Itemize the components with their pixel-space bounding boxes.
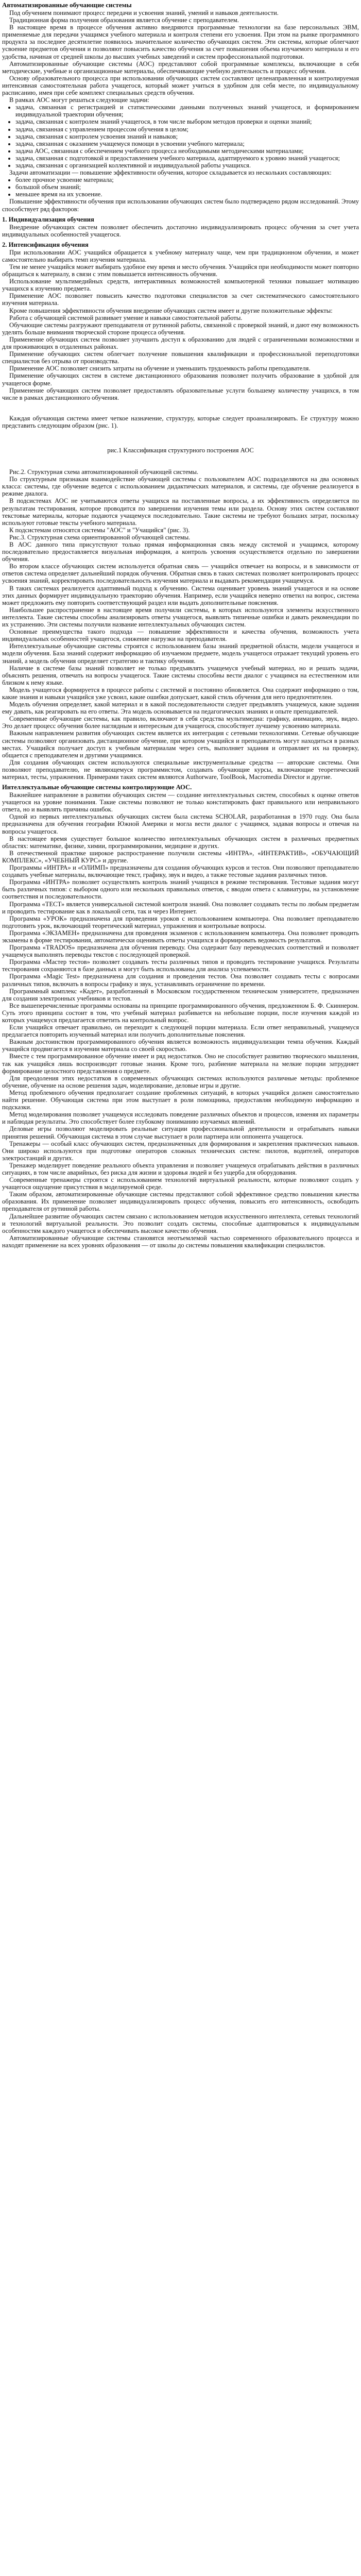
list-item: • задача, связанная с регистрацией и статистическими данными полученных знаний учащегося, и формированием индивидуальной траектории обучения; [15,104,359,118]
paragraph: Интеллектуальные обучающие системы строятся с использованием базы знаний предметной области, модели учащегося и модели обучения. База знаний содержит информацию об изучаемом предмете, модель учащегося отражает текущий уровень его знаний, а модель обучения определяет стратегию и тактику обучения. [2,642,359,665]
paragraph: Применение обучающих систем облегчает получение повышения квалификации и профессиональной переподготовки специалистов без отрыва от производства. [2,350,359,365]
paragraph: Рис.2. Структурная схема автоматизированной обучающей системы. [9,468,199,476]
paragraph: Каждая обучающая система имеет четкое назначение, структуру, которые следует проанализировать. Ее структуру можно представить следующим образом (рис. 1). [2,414,359,429]
list-item: • меньшее время на их усвоение. [15,191,359,198]
list-item: • более прочное усвоение материала; [15,176,359,183]
paragraph: Метод моделирования позволяет учащемуся исследовать поведение различных объектов и процессов, изменяя их параметры и наблюдая результаты. Это способствует более глубокому пониманию изучаемых явлений. [2,1111,359,1126]
paragraph: Вместе с тем программированное обучение имеет и ряд недостатков. Оно не способствует развитию творческого мышления, так как учащийся лишь воспроизводит готовые знания. Кроме того, разбиение материала на мелкие порции затрудняет формирование целостного представления о предмете. [2,1053,359,1075]
figure-caption: рис.1 Классификация структурного построения АОС [107,446,254,454]
paragraph: Применение АОС позволяет снизить затраты на обучение и уменьшить трудоемкость работы преподавателя. [9,365,311,372]
paragraph: Использование мультимедийных средств, интерактивных возможностей компьютерной техники повышает мотивацию учащихся к изучению предмета. [2,278,359,293]
paragraph: Основу образовательного процесса при использовании обучающих систем составляют целенаправленная и контролируемая интенсивная самостоятельная работа учащегося, который может учиться в удобном для себя месте, по индивидуальному расписанию, имея при себе комплект специальных средств обучения. [2,74,359,97]
paragraph: Тренажеры — особый класс обучающих систем, предназначенных для формирования и закрепления практических навыков. Они широко используются при подготовке операторов сложных технических систем: пилотов, водителей, операторов электростанций и других. [2,1140,359,1162]
list-item: • задача АОС, связанная с обеспечением учебного процесса необходимыми методическими материалами; [15,147,359,155]
paragraph: Деловые игры позволяют моделировать реальные ситуации профессиональной деятельности и отрабатывать навыки принятия решений. Обучающая система в этом случае выступает в роли партнера или оппонента учащегося. [2,1125,359,1140]
list-item: • задача, связанная с управлением процессом обучения в целом; [15,126,359,133]
paragraph: Для создания обучающих систем используются специальные инструментальные средства — авторские системы. Они позволяют преподавателю, не являющемуся программистом, создавать обучающие курсы, включающие теоретический материал, тесты, упражнения. Примерами таких систем являются Authorware, ToolBook, Macromedia Director и другие. [2,758,359,781]
paragraph: Наибольшее распространение в настоящее время получили системы, в которых используются элементы искусственного интеллекта. Такие системы способны анализировать ответы учащегося, выявлять типичные ошибки и давать рекомендации по их устранению. Эти системы получили название интеллектуальных обучающих систем. [2,606,359,629]
paragraph: К подсистемам относятся системы "АОС" и "Учащийся" (рис. 3). [9,526,190,534]
paragraph: Программа «TRADOS» предназначена для обучения переводу. Она содержит базу переводческих соответствий и позволяет учащемуся выполнять переводы текстов с последующей проверкой. [2,944,359,959]
paragraph: Автоматизированные обучающие системы (АОС) представляют собой программные комплексы, включающие в себя методические, учебные и организационные материалы, обеспечивающие учебную деятельность и процесс обучения. [2,60,359,75]
paragraph: Программа «Мастер тестов» позволяет создавать тесты различных типов и проводить тестирование учащихся. Результаты тестирования сохраняются в базе данных и могут быть использованы для анализа успеваемости. [2,958,359,973]
paragraph: Обучающие системы разгружают преподавателя от рутинной работы, связанной с проверкой знаний, и дают ему возможность уделять больше внимания творческой стороне процесса обучения. [2,321,359,336]
paragraph: Кроме повышения эффективности обучения внедрение обучающих систем имеет и другие положительные эффекты: [9,307,333,314]
paragraph: Важным достоинством программированного обучения является возможность индивидуализации темпа обучения. Каждый учащийся продвигается в изучении материала со своей скоростью. [2,1038,359,1053]
paragraph: Современные обучающие системы, как правило, включают в себя средства мультимедиа: графику, анимацию, звук, видео. Это делает процесс обучения более наглядным и интересным для учащегося, способствует лучшему усвоению материала. [2,715,359,730]
paragraph: Основные преимущества такого подхода — повышение эффективности и качества обучения, возможность учета индивидуальных особенностей учащегося, снижение нагрузки на преподавателя. [2,628,359,643]
paragraph: Автоматизированные обучающие системы становятся неотъемлемой частью современного образовательного процесса и находят применение на всех уровнях образования — от школы до системы повышения квалификации специалистов. [2,1234,359,1249]
paragraph: Все вышеперечисленные программы основаны на принципе программированного обучения, предложенном Б. Ф. Скиннером. Суть этого принципа состоит в том, что учебный материал разбивается на небольшие порции, после изучения каждой из которых учащемуся предлагается ответить на контрольный вопрос. [2,1002,359,1024]
section-heading: 2. Интенсификация обучения [2,241,89,248]
paragraph: В подсистемах АОС не учитываются ответы учащихся на поставленные вопросы, а их эффективность определяется по результатам тестирования, которое проводится по завершении изучения темы или раздела. Основу этих систем составляют текстовые материалы, которые подаются учащемуся последовательно. Такие системы не требуют больших затрат, поскольку используют готовые тексты учебного материала. [2,497,359,527]
figure-placeholder [2,429,359,443]
bullet-list [2,176,359,198]
paragraph: Программный комплекс «Кадет», разработанный в Московском государственном техническом университете, предназначен для создания электронных учебников и тестов. [2,987,359,1002]
paragraph: Тренажер моделирует поведение реального объекта управления и позволяет учащемуся отрабатывать действия в различных ситуациях, в том числе аварийных, без риска для жизни и здоровья людей и без ущерба для оборудования. [2,1161,359,1176]
paragraph: Во втором классе обучающих систем используется обратная связь — учащийся отвечает на вопросы, и в зависимости от ответов система определяет дальнейший порядок обучения. Обратная связь в таких системах позволяет контролировать процесс усвоения знаний, корректировать последовательность изучения материала и выдавать рекомендации учащемуся. [2,563,359,585]
bullet-list [2,104,359,169]
list-item: • задача, связанная с организацией коллективной и индивидуальной работы учащихся. [15,162,359,169]
paragraph: Под обучением понимают процесс передачи и усвоения знаний, умений и навыков деятельности. [9,9,279,16]
paragraph: Наличие в системе базы знаний позволяет не только предъявлять учащемуся учебный материал, но и решать задачи, объяснять решения, отвечать на вопросы учащегося. Такие системы способны вести диалог с учащимся на естественном или близком к нему языке. [2,664,359,686]
paragraph: Традиционная форма получения образования является обучение с преподавателем. [9,16,239,24]
paragraph: Работа с обучающей системой развивает умение и навыки самостоятельной работы. [9,314,243,321]
paragraph: В настоящее время в процессе обучения активно внедряются программные технологии на базе персональных ЭВМ, применяемые для передачи учащимся учебного материала и контроля степени его усвоения. При этом на рынке программного продукта за последнее десятилетие появилось значительное количество обучающих систем. Эти системы, которые облегчают усвоение предметов обучения и позволяют повысить качество обучения за счет повышения объема изучаемого материала и его удобства, начиная от средней школы до высших учебных заведений и систем профессиональной подготовки. [2,24,359,60]
paragraph: Современные тренажеры строятся с использованием технологий виртуальной реальности, которые позволяют создать у учащегося ощущение присутствия в моделируемой среде. [2,1176,359,1191]
paragraph: Программа «ИНТРА» позволяет осуществлять контроль знаний учащихся в режиме тестирования. Тестовые задания могут быть различных типов: с выбором одного или нескольких правильных ответов, с вводом ответа с клавиатуры, на установление соответствия и последовательности. [2,878,359,901]
list-item: • задача, связанная с контролем усвоения знаний и навыков; [15,133,359,140]
document-body [2,9,359,1249]
paragraph: Для преодоления этих недостатков в современных обучающих системах используются различные методы: проблемное обучение, обучение на основе решения задач, моделирование, деловые игры и другие. [2,1074,359,1089]
paragraph: В таких системах реализуется адаптивный подход к обучению. Система оценивает уровень знаний учащегося и на основе этих данных формирует индивидуальную траекторию обучения. Например, если учащийся неверно ответил на вопрос, система может предложить ему повторить соответствующий раздел или выдать дополнительные пояснения. [2,584,359,606]
paragraph: Внедрение обучающих систем позволяет обеспечить достаточно индивидуализировать процесс обучения за счет учета индивидуальных особенностей учащегося. [2,223,359,238]
paragraph: Программа «Magic Test» предназначена для создания и проведения тестов. Она позволяет создавать тесты с вопросами различных типов, включать в вопросы графику и звук, устанавливать ограничение по времени. [2,973,359,988]
paragraph: По структурным признакам взаимодействие обучающей системы с пользователем АОС подразделяются на два основных класса: системы, где обучение ведется с использованием дидактических материалов, и системы, где обучение реализуется в режиме диалога. [2,476,359,498]
paragraph: Применение АОС позволяет повысить качество подготовки специалистов за счет систематического самостоятельного изучения материала. [2,292,359,307]
paragraph: Тем не менее учащийся может выбирать удобное ему время и место обучения. Учащийся при необходимости может повторно обращаться к материалу, в связи с этим повышается интенсивность обучения. [2,263,359,278]
paragraph: Программа «ТЕСТ» является универсальной системой контроля знаний. Она позволяет создавать тесты по любым предметам и проводить тестирование как в локальной сети, так и через Интернет. [2,900,359,915]
list-item: • задача, связанная с контролем знаний учащегося, в том числе выбором методов проверки и оценки знаний; [15,118,359,125]
document-page [0,0,361,1254]
paragraph: Программа «ЭКЗАМЕН» предназначена для проведения экзаменов с использованием компьютера. Она позволяет проводить экзамены в форме тестирования, автоматически оценивать ответы учащихся и формировать ведомость результатов. [2,929,359,944]
paragraph: В настоящее время существует большое количество интеллектуальных обучающих систем в различных предметных областях: математике, физике, химии, программировании, медицине и других. [2,835,359,850]
paragraph: Применение обучающих систем позволяет предоставлять образовательные услуги большему количеству учащихся, в том числе в рамках дистанционного обучения. [2,386,359,401]
paragraph: Одной из первых интеллектуальных обучающих систем была система SCHOLAR, разработанная в 1970 году. Она была предназначена для обучения географии Южной Америки и могла вести диалог с учащимся, задавая вопросы и отвечая на вопросы учащегося. [2,813,359,835]
section-heading: Интеллектуальные обучающие системы контролирующие АОС. [2,784,192,791]
paragraph: Модель обучения определяет, какой материал и в какой последовательности следует предъявлять учащемуся, какие задания ему давать, как реагировать на его ответы. Эта модель основывается на педагогических знаниях и опыте преподавателей. [2,701,359,716]
paragraph: Если учащийся отвечает правильно, он переходит к следующей порции материала. Если ответ неправильный, учащемуся предлагается повторить изученный материал или получить дополнительные пояснения. [2,1024,359,1039]
document-title: Автоматизированные обучающие системы [2,1,132,9]
paragraph: Модель учащегося формируется в процессе работы с системой и постоянно обновляется. Она содержит информацию о том, какие знания и навыки учащийся уже усвоил, какие ошибки допускает, какой стиль обучения для него предпочтителен. [2,686,359,701]
paragraph: Важным направлением развития обучающих систем является их интеграция с сетевыми технологиями. Сетевые обучающие системы позволяют организовать дистанционное обучение, при котором учащийся и преподаватель могут находиться в разных местах. Учащийся получает доступ к учебным материалам через сеть, выполняет задания и отправляет их на проверку, общается с преподавателем и другими учащимися. [2,730,359,759]
figure-placeholder [2,455,359,468]
paragraph: Применение обучающих систем позволяет улучшить доступ к образованию для людей с ограниченными возможностями и для проживающих в отдаленных районах. [2,335,359,351]
list-item: • задача, связанная с оказанием учащемуся помощи в усвоении учебного материала; [15,140,359,147]
list-item: • задача, связанная с подготовкой и предоставлением учебного материала, адаптируемого к уровню знаний учащегося; [15,155,359,162]
paragraph: В рамках АОС могут решаться следующие задачи: [9,96,149,104]
paragraph: В АОС данного типа присутствуют только прямая информационная связь между системой и учащимся, которому последовательно предоставляется визуальная информация, а контроль усвоения осуществляется отдельно по завершении обучения. [2,541,359,563]
paragraph: Программа «УРОК» предназначена для проведения уроков с использованием компьютера. Она позволяет преподавателю подготовить урок, включающий теоретический материал, упражнения и контрольные вопросы. [2,914,359,929]
paragraph: Метод проблемного обучения предполагает создание проблемных ситуаций, в которых учащийся должен самостоятельно найти решение. Обучающая система при этом выступает в роли помощника, предоставляя необходимую информацию и подсказки. [2,1089,359,1111]
figure-placeholder [2,401,359,415]
paragraph: Дальнейшее развитие обучающих систем связано с использованием методов искусственного интеллекта, сетевых технологий и технологий виртуальной реальности. Это позволит создать системы, способные адаптироваться к индивидуальным особенностям каждого учащегося и обеспечивать высокое качество обучения. [2,1212,359,1234]
paragraph: Таким образом, автоматизированные обучающие системы представляют собой эффективное средство повышения качества образования. Их применение позволяет индивидуализировать процесс обучения, повысить его интенсивность, освободить преподавателя от рутинной работы. [2,1191,359,1213]
list-item: • большой объем знаний; [15,183,359,191]
paragraph: При использовании АОС учащийся обращается к учебному материалу чаще, чем при традиционном обучении, и может самостоятельно выбирать темп изучения материала. [2,248,359,263]
paragraph: Программы «ИНТРА» и «ОЛИМП» предназначены для создания обучающих курсов и тестов. Они позволяют преподавателю создавать учебные материалы, включающие текст, графику, звук и видео, а также тестовые задания различных типов. [2,864,359,879]
paragraph: В отечественной практике широкое распространение получили системы «ИНТРА», «ИНТЕРАКТИВ», «ОБУЧАЮЩИЙ КОМПЛЕКС», «УЧЕБНЫЙ КУРС» и другие. [2,849,359,864]
section-heading: 1. Индивидуализация обучения [2,215,94,223]
paragraph: Важнейшее направление в развитии обучающих систем — создание интеллектуальных систем, способных к оценке ответов учащегося на уровне понимания. Такие системы позволяют не только констатировать факт правильного или неправильного ответа, но и выявлять причины ошибок. [2,791,359,814]
paragraph: Повышение эффективности обучения при использовании обучающих систем было подтверждено рядом исследований. Этому способствует ряд факторов: [2,198,359,213]
paragraph: Рис.3. Структурная схема ориентированной обучающей системы. [9,533,191,541]
paragraph: Задачи автоматизации — повышение эффективности обучения, которое складывается из нескольких составляющих: [9,169,332,177]
paragraph: Применение обучающих систем в системе дистанционного образования позволяет получить образование в удобной для учащегося форме. [2,372,359,387]
